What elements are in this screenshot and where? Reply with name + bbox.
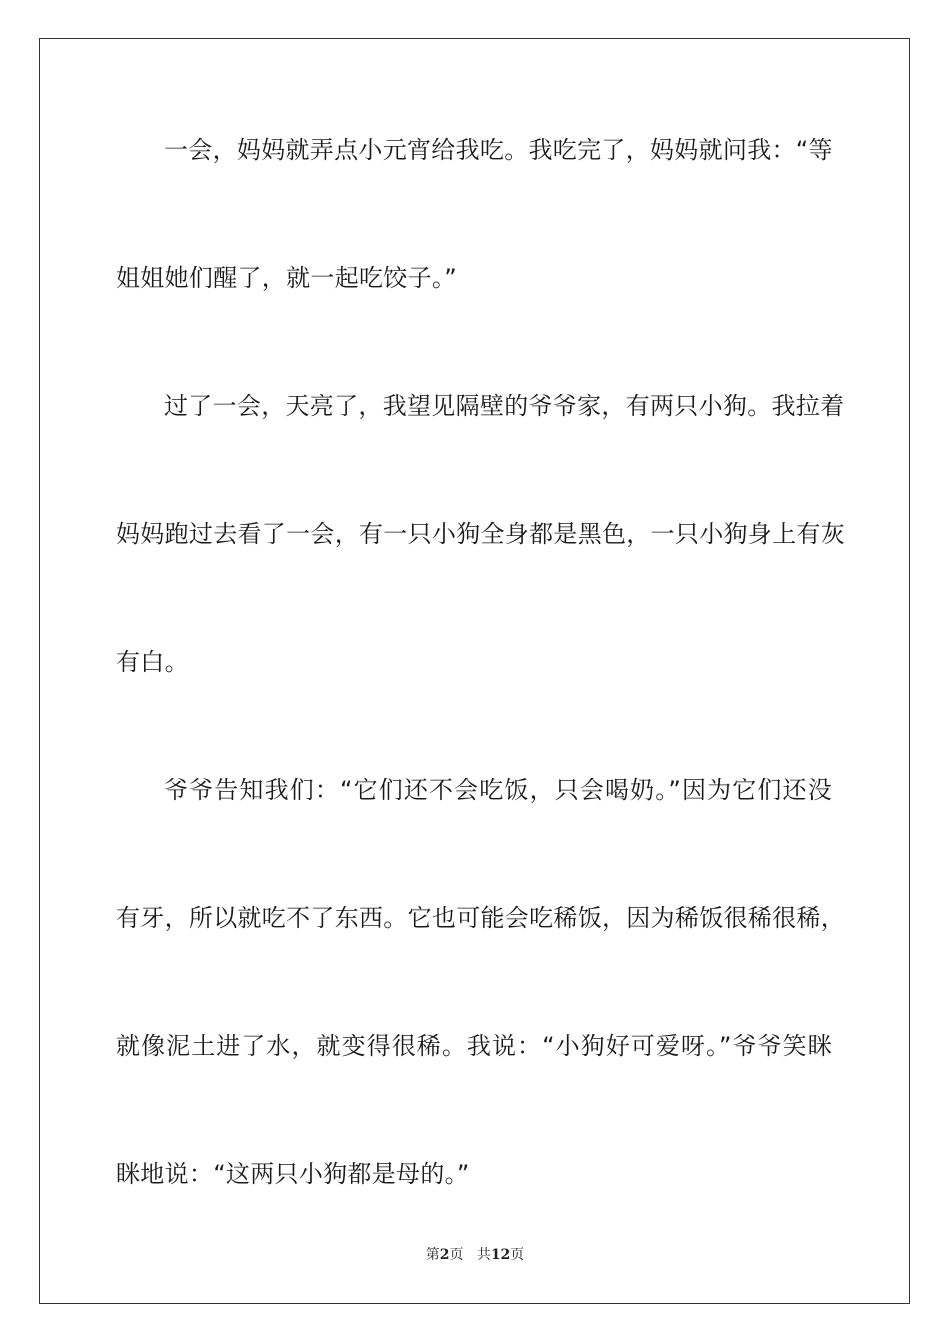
page-total: 12 bbox=[490, 1247, 511, 1263]
paragraph-line-2: 姐姐她们醒了，就一起吃饺子。” bbox=[116, 264, 457, 292]
page-prefix: 第 bbox=[425, 1247, 440, 1263]
paragraph-line-7: 有牙，所以就吃不了东西。它也可能会吃稀饭，因为稀饭很稀很稀， bbox=[116, 904, 845, 932]
paragraph-line-8: 就像泥土进了水，就变得很稀。我说：“小狗好可爱呀。”爷爷笑眯 bbox=[116, 1032, 832, 1060]
total-suffix: 页 bbox=[510, 1247, 525, 1263]
paragraph-line-3: 过了一会，天亮了，我望见隔壁的爷爷家，有两只小狗。我拉着 bbox=[164, 392, 845, 420]
paragraph-line-1: 一会，妈妈就弄点小元宵给我吃。我吃完了，妈妈就问我：“等 bbox=[164, 136, 833, 164]
total-prefix: 共 bbox=[476, 1247, 491, 1263]
page-current: 2 bbox=[439, 1247, 450, 1263]
page-suffix: 页 bbox=[449, 1247, 464, 1263]
page-footer bbox=[0, 1246, 950, 1264]
paragraph-line-9: 眯地说：“这两只小狗都是母的。” bbox=[116, 1160, 470, 1188]
paragraph-line-5: 有白。 bbox=[116, 648, 189, 676]
paragraph-line-4: 妈妈跑过去看了一会，有一只小狗全身都是黑色，一只小狗身上有灰 bbox=[116, 520, 845, 548]
paragraph-line-6: 爷爷告知我们：“它们还不会吃饭，只会喝奶。”因为它们还没 bbox=[164, 776, 832, 804]
